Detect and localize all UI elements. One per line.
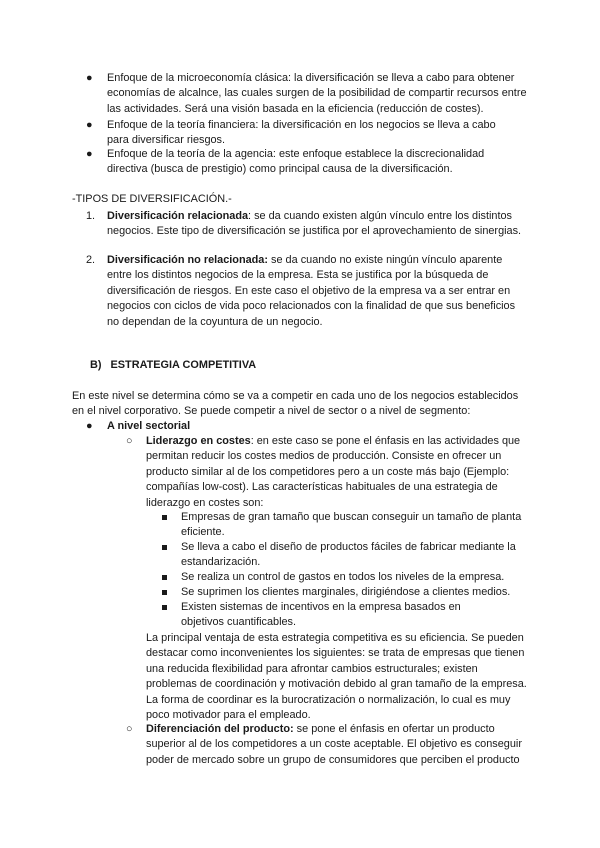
section-intro: En este nivel se determina cómo se va a competir en cada uno de los negocios establecidos en el nivel corporativo. Se puede competir a nivel de sector o a nivel de segmento: <box>72 390 519 418</box>
feature-text: Se suprimen los clientes marginales, dirigiéndose a clientes medios. <box>181 586 511 598</box>
feature-text: Empresas de gran tamaño que buscan conseguir un tamaño de planta eficiente. <box>181 511 522 539</box>
square-bullet <box>162 575 167 580</box>
section-title: ESTRATEGIA COMPETITIVA <box>110 359 257 371</box>
strategy-description: : en este caso se pone el énfasis en las actividades que permitan reducir los costes medios de producción. Consiste en ofrecer un producto similar al de los competidores pero a un coste más bajo (Ejemplo: compañías low-cost). Las características habituales de una estrategia de liderazgo en costes son: <box>146 435 521 509</box>
numbered-item-text <box>107 209 527 240</box>
bullet-dot: ● <box>86 420 93 432</box>
bullet-dot: ● <box>86 72 93 84</box>
strategy-term: Liderazgo en costes <box>146 435 251 447</box>
list-item-text: Enfoque de la teoría de la agencia: este enfoque establece la discrecionalidad directiva (busca de prestigio) como principal causa de la diversificación. <box>107 148 485 176</box>
list-item <box>86 71 526 121</box>
numbered-item <box>86 209 526 257</box>
feature-item <box>160 540 530 574</box>
tipos-heading: -TIPOS DE DIVERSIFICACIÓN.- <box>72 193 232 205</box>
feature-text: Se realiza un control de gastos en todos los niveles de la empresa. <box>181 571 505 583</box>
list-item <box>86 147 526 181</box>
feature-text: Se lleva a cabo el diseño de productos fáciles de fabricar mediante la estandarización. <box>181 541 516 569</box>
bullet-dot: ● <box>86 119 93 131</box>
feature-text: Existen sistemas de incentivos en la empresa basados en objetivos cuantificables. <box>181 601 461 629</box>
square-bullet <box>162 515 167 520</box>
strategy-description: se pone el énfasis en ofertar un producto superior al de los competidores a un coste aceptable. El objetivo es conseguir poder de mercado sobre un grupo de consumidores que perciben el producto <box>146 723 522 766</box>
item-term: Diversificación relacionada <box>107 210 249 222</box>
strategy-text <box>146 722 531 768</box>
numbered-item <box>86 253 526 333</box>
item-description: se da cuando no existe ningún vínculo aparente entre los distintos negocios de la empresa. Esta se justifica por la búsqueda de diversificación de riesgos. En este caso el objetivo de la empresa va a ser entrar en negocios con ciclos de vida poco relacionados con la finalidad de que sus beneficios no dependan de la coyuntura de un negocio. <box>107 254 516 328</box>
circle-bullet: ○ <box>126 723 133 735</box>
strategy-term: Diferenciación del producto: <box>146 723 294 735</box>
strategy-item <box>126 434 526 514</box>
strategy-conclusion: La principal ventaja de esta estrategia competitiva es su eficiencia. Se pueden destacar como inconvenientes los siguientes: se trata de empresas que tienen una reducida flexibilidad para afrontar cambios estructurales; existen problemas de coordinación y motivación debido al gran tamaño de la empresa. La forma de coordinar es la burocratización o normalización, lo cual es muy poco motivador para el empleado. <box>146 632 527 722</box>
section-heading <box>90 358 390 373</box>
circle-bullet: ○ <box>126 435 133 447</box>
item-description: : se da cuando existen algún vínculo entre los distintos negocios. Este tipo de diversificación se justifica por el aprovechamiento de sinergias. <box>107 210 522 238</box>
list-item-text: Enfoque de la microeconomía clásica: la diversificación se lleva a cabo para obtener economías de alcalnce, las cuales surgen de la posibilidad de compartir recursos entre las actividades. Será una visión basada en la eficiencia (reducción de costes). <box>107 72 527 115</box>
item-number: 2. <box>86 254 96 266</box>
bullet-dot: ● <box>86 148 93 160</box>
square-bullet <box>162 605 167 610</box>
level-title: A nivel sectorial <box>107 420 191 432</box>
square-bullet <box>162 545 167 550</box>
list-item-text: Enfoque de la teoría financiera: la diversificación en los negocios se lleva a cabo para diversificar riesgos. <box>107 119 496 147</box>
strategy-item <box>126 722 526 772</box>
square-bullet <box>162 590 167 595</box>
feature-item <box>160 510 530 544</box>
section-label: B) <box>90 359 102 371</box>
item-term: Diversificación no relacionada: <box>107 254 268 266</box>
item-number: 1. <box>86 210 96 222</box>
feature-item <box>160 600 530 634</box>
level-item <box>86 419 386 435</box>
numbered-item-text <box>107 253 527 330</box>
strategy-text <box>146 434 526 511</box>
